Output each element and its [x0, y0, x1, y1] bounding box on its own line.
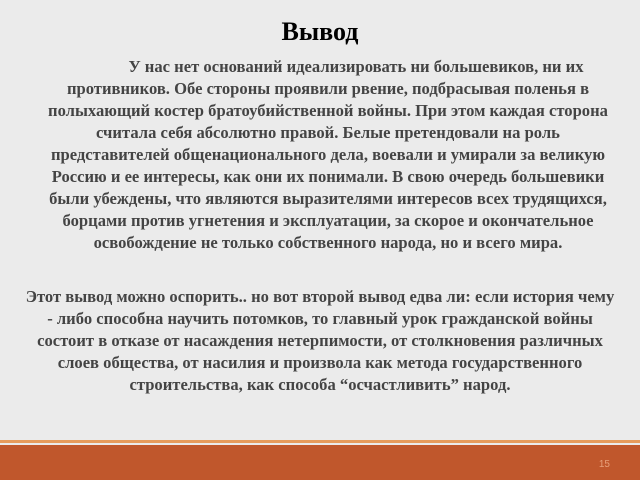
footer-bar — [0, 445, 640, 480]
slide-title: Вывод — [281, 17, 359, 46]
paragraph-1-text: У нас нет оснований идеализировать ни большевиков, ни их противников. Обе стороны проявили рвение, подбрасывая поленья в полыхающий костер братоубийственной войны. При этом каждая сторона считала себя абсолютно правой. Белые претендовали на роль представителей общенационального дела, воевали и умирали за великую Россию и ее интересы, как они их понимали. В свою очередь большевики были убеждены, что являются выразителями интересов всех трудящихся, борцами против угнетения и эксплуатации, за скорое и окончательное освобождение не только собственного народа, но и всего мира. — [48, 57, 608, 252]
paragraph-2: Этот вывод можно оспорить.. но вот второй вывод едва ли: если история чему - либо способна научить потомков, то главный урок гражданской войны состоит в отказе от насаждения нетерпимости, от столкновения различных слоев общества, от насилия и произвола как метода государственного строительства, как способа “осчастливить” народ. — [25, 287, 615, 394]
footer-accent-line — [0, 440, 640, 443]
slide-number: 15 — [598, 459, 610, 470]
paragraph-1 — [40, 56, 616, 254]
